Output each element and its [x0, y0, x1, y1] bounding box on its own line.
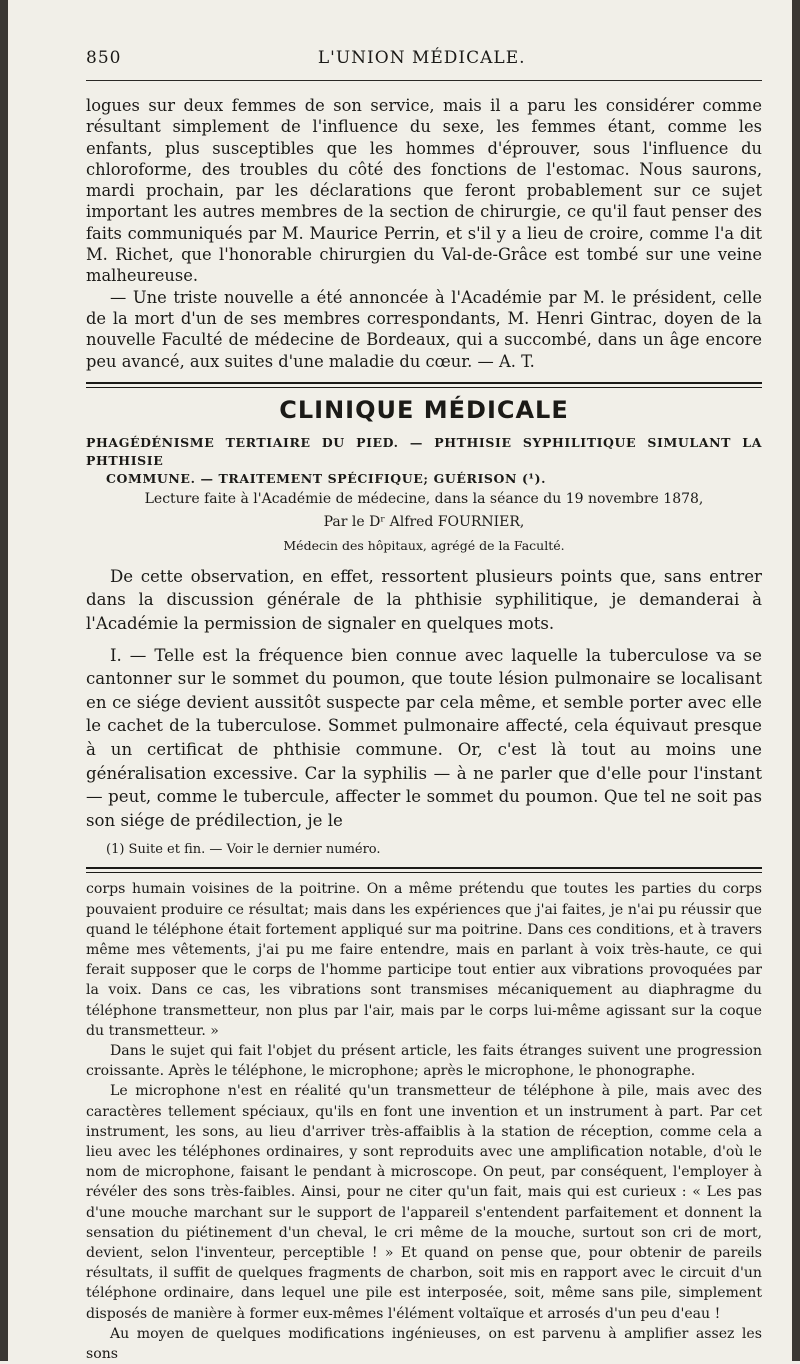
page-edge-left — [0, 0, 8, 1361]
page-edge-right — [792, 0, 800, 1361]
article-paragraph-1: De cette observation, en effet, ressortent plusieurs points que, sans entrer dans la discussion générale de la phthisie syphilitique, je demanderai à l'Académie la permission de signaler en quelques mots. — [86, 566, 762, 634]
article-paragraph-2: I. — Telle est la fréquence bien connue avec laquelle la tuberculose va se cantonner sur le sommet du poumon, que toute lésion pulmonaire se localisant en ce siége devient aussitôt suspecte par cela même, et semble porter avec elle le cachet de la tuberculose. Sommet pulmonaire affecté, cela équivaut presque à un certificat de phthisie commune. Or, c'est là tout au moins une généralisation excessive. Car la syphilis — à ne parler que d'elle pour l'instant — peut, comme le tubercule, affecter le sommet du poumon. Que tel ne soit pas son siége de prédilection, je le — [86, 645, 762, 830]
feuilleton-paragraph-1: corps humain voisines de la poitrine. On a même prétendu que toutes les parties du corps pouvaient produire ce résultat; mais dans les expériences que j'ai faites, je n'ai pu réussir que quand le téléphone était fortement appliqué sur ma poitrine. Dans ces conditions, et à travers même mes vêtements, j'ai pu me faire entendre, mais en parlant à voix très-haute, ce qui ferait supposer que le corps de l'homme participe tout entier aux vibrations provoquées par la voix. Dans ce cas, les vibrations sont transmises mécaniquement au diaphragme du téléphone transmetteur, non plus par l'air, mais par le corps lui-même agissant sur la coque du transmetteur. » — [86, 881, 762, 1039]
article-title-line-2: COMMUNE. — TRAITEMENT SPÉCIFIQUE; GUÉRISON (¹). — [106, 470, 547, 486]
article-title — [86, 434, 762, 488]
running-header — [86, 48, 762, 76]
top-paragraph-1: logues sur deux femmes de son service, mais il a paru les considérer comme résultant simplement de l'influence du sexe, les femmes étant, comme les enfants, plus susceptibles que les hommes d'éprouver, sous l'influence du chloroforme, des troubles du côté des fonctions de l'estomac. Nous saurons, mardi prochain, par les déclarations que feront probablement sur ce sujet important les autres membres de la section de chirurgie, ce qu'il faut penser des faits communiqués par M. Maurice Perrin, et s'il y a lieu de croire, comme l'a dit M. Richet, que l'honorable chirurgien du Val-de-Grâce est tombé sur une veine malheureuse. — [86, 96, 762, 286]
feuilleton-paragraph-2: Dans le sujet qui fait l'objet du présent article, les faits étranges suivent une progression croissante. Après le téléphone, le microphone; après le microphone, le phonographe. — [86, 1043, 762, 1080]
top-paragraph-2: — Une triste nouvelle a été annoncée à l'Académie par M. le président, celle de la mort d'un de ses membres correspondants, M. Henri Gintrac, doyen de la nouvelle Faculté de médecine de Bordeaux, qui a succombé, dans un âge encore peu avancé, aux suites d'une maladie du cœur. — A. T. — [86, 287, 762, 371]
header-rule — [86, 80, 762, 81]
author-line: Par le Dʳ Alfred FOURNIER, — [323, 513, 525, 530]
feuilleton-paragraph-4: Au moyen de quelques modifications ingénieuses, on est parvenu à amplifier assez les sons — [86, 1325, 762, 1363]
page-number: 850 — [86, 48, 122, 68]
feuilleton-paragraph-3: Le microphone n'est en réalité qu'un transmetteur de téléphone à pile, mais avec des caractères tellement spéciaux, qu'ils en font une invention et un instrument à part. Par cet instrument, les sons, au lieu d'arriver très-affaiblis à la station de réception, comme cela a lieu avec les téléphones ordinaires, y sont reproduits avec une amplification notable, d'où le nom de microphone, faisant le pendant à microscope. On peut, par conséquent, l'employer à révéler des sons très-faibles. Ainsi, pour ne citer qu'un fait, mais qui est curieux : « Les pas d'une mouche marchant sur le support de l'appareil s'entendent parfaitement et donnent la sensation du piétinement d'un cheval, le cri même de la mouche, surtout son cri de mort, devient, selon l'inventeur, perceptible ! » Et quand on pense que, pour obtenir de pareils résultats, il suffit de quelques fragments de charbon, soit mis en rapport avec le circuit d'un téléphone ordinaire, dans lequel une pile est interposée, soit, même sans pile, simplement disposés de manière à former eux-mêmes l'élément voltaïque et arrosés d'un peu d'eau ! — [86, 1083, 762, 1322]
article-title-line-1: PHAGÉDÉNISME TERTIAIRE DU PIED. — PHTHISIE SYPHILITIQUE SIMULANT LA PHTHISIE — [86, 434, 762, 468]
journal-title: L'UNION MÉDICALE. — [317, 48, 526, 68]
section-title: CLINIQUE MÉDICALE — [279, 395, 569, 424]
footnote: (1) Suite et fin. — Voir le dernier numéro. — [106, 842, 381, 858]
section-divider — [86, 382, 762, 388]
feuilleton-divider — [86, 867, 762, 873]
lecture-note: Lecture faite à l'Académie de médecine, dans la séance du 19 novembre 1878, — [144, 490, 704, 507]
author-title: Médecin des hôpitaux, agrégé de la Faculté. — [283, 537, 565, 553]
